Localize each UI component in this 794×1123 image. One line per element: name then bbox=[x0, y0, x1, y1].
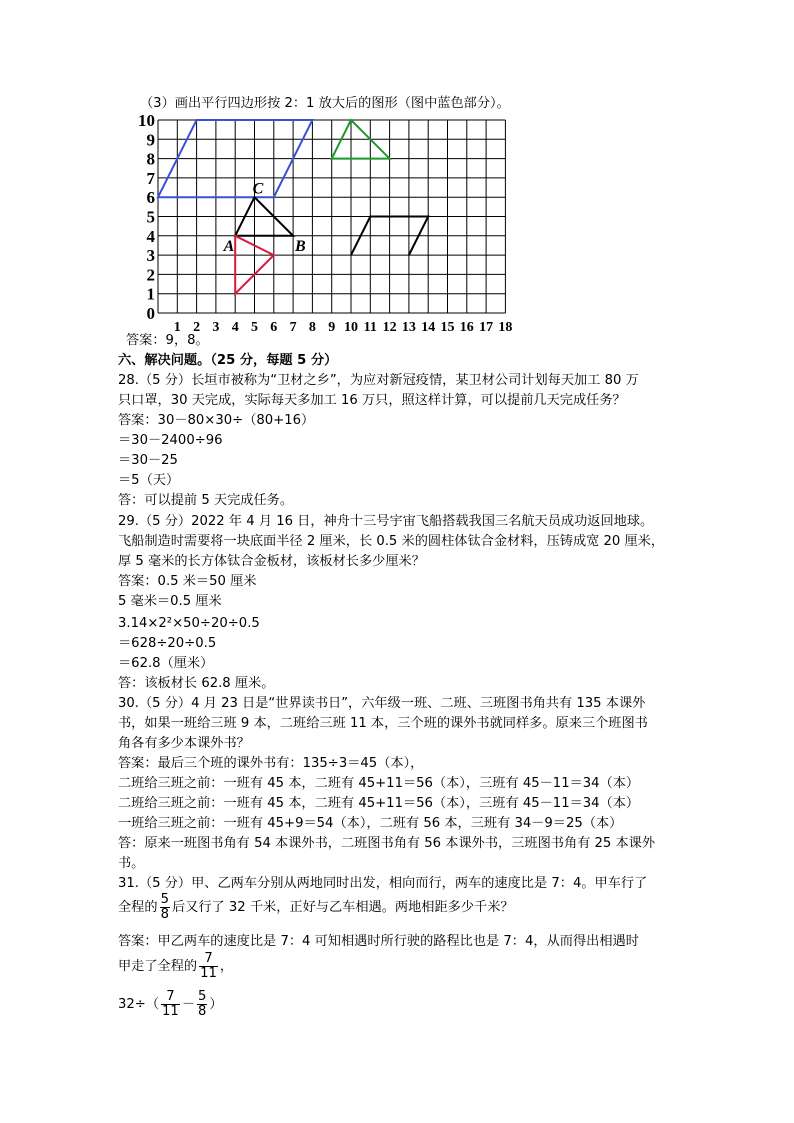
q30-line: 角各有多少本课外书？ bbox=[118, 736, 250, 751]
q29-line: 飞船制造时需要将一块底面半径 2 厘米，长 0.5 米的圆柱体钛合金材料，压铸成宽 20 厘米， bbox=[118, 534, 665, 549]
x-tick-label: 15 bbox=[440, 320, 455, 335]
q3-caption: （3）画出平行四边形按 2：1 放大后的图形（图中蓝色部分）。 bbox=[140, 96, 510, 111]
x-tick-label: 14 bbox=[421, 320, 436, 335]
denominator: 8 bbox=[198, 1003, 207, 1019]
y-tick-label: 0 bbox=[146, 304, 155, 323]
q30-line: 答案：最后三个班的课外书有：135÷3＝45（本）， bbox=[118, 756, 424, 771]
q30-line: 书，如果一班给三班 9 本，二班给三班 11 本，三个班的课外书就同样多。原来三个班图书 bbox=[118, 716, 648, 731]
q31-text: 后又行了 32 千米，正好与乙车相遇。两地相距多少千米？ bbox=[171, 900, 514, 915]
x-tick-label: 5 bbox=[251, 320, 258, 335]
q28-line: 答案：30－80×30÷（80+16） bbox=[118, 413, 315, 428]
numerator: 5 bbox=[160, 891, 169, 907]
y-tick-label: 1 bbox=[146, 284, 155, 304]
point-label: A bbox=[223, 238, 235, 256]
fraction-5-8 bbox=[160, 893, 170, 922]
denominator: 8 bbox=[160, 906, 169, 922]
q31-line-with-fraction bbox=[118, 892, 514, 924]
q3-answer: 答案：9，8。 bbox=[126, 333, 209, 348]
q30-line: 一班给三班之前：一班有 45+9＝54（本），二班有 56 本，三班有 34－9＝25（本） bbox=[118, 816, 623, 831]
section-title: 六、解决问题。（25 分，每题 5 分） bbox=[118, 353, 338, 368]
minus-sign: － bbox=[181, 997, 195, 1012]
q28-line: ＝30－2400÷96 bbox=[118, 433, 223, 448]
y-tick-label: 2 bbox=[146, 265, 155, 285]
q31-text: ， bbox=[219, 959, 234, 974]
x-tick-label: 6 bbox=[270, 320, 278, 335]
coordinate-grid bbox=[138, 111, 513, 335]
q31-line-with-fraction bbox=[118, 950, 233, 984]
q29-line: 答：该板材长 62.8 厘米。 bbox=[118, 676, 275, 691]
q29-line: ＝628÷20÷0.5 bbox=[118, 636, 217, 651]
q30-line: 书。 bbox=[118, 856, 145, 871]
x-tick-label: 13 bbox=[401, 320, 416, 335]
x-tick-label: 10 bbox=[344, 320, 358, 335]
y-tick-label: 8 bbox=[146, 149, 155, 169]
y-tick-label: 9 bbox=[146, 130, 155, 150]
q31-text: 全程的 bbox=[118, 900, 158, 915]
x-tick-label: 3 bbox=[212, 320, 220, 335]
numerator: 7 bbox=[199, 952, 218, 967]
q30-line: 二班给三班之前：一班有 45 本，二班有 45+11＝56（本），三班有 45－11＝34（本） bbox=[118, 796, 640, 811]
x-tick-label: 17 bbox=[479, 320, 494, 335]
q28-line: ＝5（天） bbox=[118, 473, 180, 488]
x-tick-label: 16 bbox=[459, 320, 474, 335]
q30-line: 二班给三班之前：一班有 45 本，二班有 45+11＝56（本），三班有 45－11＝34（本） bbox=[118, 776, 640, 791]
q28-line: 28.（5 分）长垣市被称为“卫材之乡”，为应对新冠疫情，某卫材公司计划每天加工 80 万 bbox=[118, 373, 639, 388]
q31-text: 32÷（ bbox=[118, 997, 160, 1012]
y-tick-label: 7 bbox=[146, 168, 155, 188]
q28-line: ＝30－25 bbox=[118, 453, 178, 468]
fraction-7-11 bbox=[161, 990, 180, 1019]
x-tick-label: 9 bbox=[328, 320, 336, 335]
q30-line: 答：原来一班图书角有 54 本课外书，二班图书角有 56 本课外书，三班图书角有 25 本课外 bbox=[118, 836, 656, 851]
y-tick-label: 6 bbox=[146, 188, 155, 208]
q29-line: 3.14×2²×50÷20÷0.5 bbox=[118, 616, 260, 631]
q29-line: 厚 5 毫米的长方体钛合金板材，该板材长多少厘米？ bbox=[118, 554, 425, 569]
denominator: 11 bbox=[200, 965, 217, 981]
q29-line: 5 毫米＝0.5 厘米 bbox=[118, 594, 222, 609]
q29-line: 29.（5 分）2022 年 4 月 16 日，神舟十三号宇宙飞船搭载我国三名航天员成功返回地球。 bbox=[118, 514, 654, 529]
y-tick-label: 10 bbox=[138, 111, 155, 130]
q31-expression bbox=[118, 988, 223, 1022]
x-tick-label: 2 bbox=[193, 320, 201, 335]
q30-line: 30.（5 分）4 月 23 日是“世界读书日”，六年级一班、二班、三班图书角共有 135 本课外 bbox=[118, 696, 646, 711]
numerator: 5 bbox=[198, 988, 207, 1004]
q31-line: 答案：甲乙两车的速度比是 7：4 可知相遇时所行驶的路程比也是 7：4，从而得出相遇时 bbox=[118, 934, 639, 949]
q28-line: 答：可以提前 5 天完成任务。 bbox=[118, 493, 294, 508]
q29-line: 答案：0.5 米＝50 厘米 bbox=[118, 574, 257, 589]
point-label: C bbox=[252, 180, 264, 198]
x-tick-label: 4 bbox=[231, 320, 239, 335]
q31-line: 31.（5 分）甲、乙两车分别从两地同时出发，相向而行，两车的速度比是 7：4。甲车行了 bbox=[118, 876, 648, 891]
q29-line: ＝62.8（厘米） bbox=[118, 656, 214, 671]
q31-text: 甲走了全程的 bbox=[118, 959, 198, 974]
x-tick-label: 11 bbox=[363, 320, 377, 335]
q28-line: 只口罩，30 天完成，实际每天多加工 16 万只，照这样计算，可以提前几天完成任务？ bbox=[118, 393, 626, 408]
x-tick-label: 12 bbox=[382, 320, 397, 335]
fraction-5-8 bbox=[197, 990, 207, 1019]
x-tick-label: 1 bbox=[173, 320, 181, 335]
x-tick-label: 7 bbox=[289, 320, 297, 335]
y-tick-label: 3 bbox=[146, 246, 155, 266]
y-tick-label: 4 bbox=[146, 226, 155, 246]
numerator: 7 bbox=[161, 990, 180, 1005]
x-tick-label: 18 bbox=[498, 320, 513, 335]
fraction-7-11 bbox=[199, 952, 218, 981]
point-label: B bbox=[295, 238, 306, 256]
q31-text: ） bbox=[209, 997, 223, 1012]
denominator: 11 bbox=[162, 1003, 179, 1019]
y-tick-label: 5 bbox=[146, 207, 155, 227]
x-tick-label: 8 bbox=[308, 320, 316, 335]
